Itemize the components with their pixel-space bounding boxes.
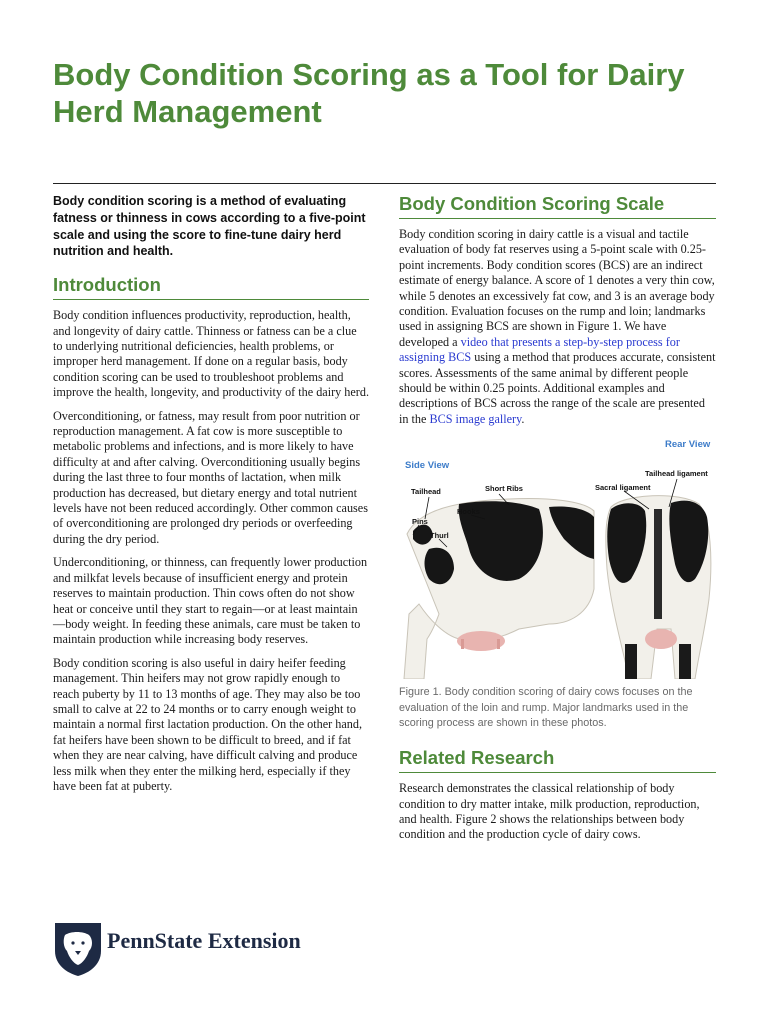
introduction-heading: Introduction: [53, 274, 369, 300]
rear-view-cow: [606, 496, 711, 679]
landmark-sacral-ligament: Sacral ligament: [595, 483, 651, 493]
landmark-thurl: Thurl: [430, 531, 449, 541]
landmark-short-ribs: Short Ribs: [485, 484, 523, 494]
research-paragraph: Research demonstrates the classical relationship of body condition to dry matter intake, milk production, reproduction, and health. Figure 2 shows the relationships between body condition and the production cycle of dairy cows.: [399, 781, 700, 842]
landmark-hooks: Hooks: [457, 507, 480, 517]
figure-1-caption: Figure 1. Body condition scoring of dairy cows focuses on the evaluation of the loin and rump. Major landmarks used in the scoring process are shown in these photos.: [399, 686, 693, 729]
video-link[interactable]: video that presents a step-by-step process for assigning BCS: [399, 334, 680, 365]
page-title: Body Condition Scoring as a Tool for Dairy Herd Management: [53, 57, 685, 129]
scale-heading: Body Condition Scoring Scale: [399, 193, 716, 219]
right-column: [399, 193, 716, 843]
rear-view-label: Rear View: [665, 439, 711, 451]
pennstate-extension-logo: [53, 921, 353, 977]
bcs-gallery-link[interactable]: BCS image gallery: [429, 411, 522, 426]
scale-text-a: Body condition scoring in dairy cattle is a visual and tactile evaluation of body fat reserves using a 5-point scale with 0.25-point increments. Body condition scores (BCS) are an indirect estimate of energy balance. A score of 1 denotes a very thin cow, while 5 denotes an excessively fat cow, and 3 is an average body condition. Evaluation focuses on the rump and loin; landmarks used in assigning BCS are shown in Figure 1. We have developed a: [399, 227, 715, 349]
intro-paragraph-4: Body condition scoring is also useful in dairy heifer feeding management. Thin heifers may not grow rapidly enough to reach puberty by 11 to 13 months of age. They may also be too small to calve at 22 to 24 months or to carry enough weight to maintain a normal first lactation production. On the other hand, fat heifers have been shown to be difficult to breed, and if fat when they are near calving, have difficult calving and produce less milk when they enter the milking herd, especially if they have been fat at puberty.: [53, 655, 363, 793]
lede-summary: Body condition scoring is a method of evaluating fatness or thinness in cows according to a five-point scale and using the score to fine-tune dairy herd nutrition and health.: [53, 194, 366, 259]
header-rule: [53, 183, 716, 184]
intro-paragraph-3: Underconditioning, or thinness, can frequently lower production and milkfat levels because of insufficient energy and protein reserves to maintain production. Thin cows often do not show heat or conceive until they start to regain—or at least maintain—body weight. In feeding these animals, care must be taken to maintain production while increasing body reserves.: [53, 555, 368, 647]
landmark-pins: Pins: [412, 517, 428, 527]
side-view-label: Side View: [405, 460, 450, 472]
landmark-tailhead: Tailhead: [411, 487, 441, 497]
scale-text-b: using a method that produces accurate, consistent scores. Assessments of the same animal by different people should be within 0.25 points. Additional examples and descriptions of BCS across the range of the scale are presented in the: [399, 350, 716, 426]
brand-name: PennState Extension: [107, 928, 301, 953]
landmark-tailhead-ligament: Tailhead ligament: [645, 469, 708, 479]
side-view-cow: [404, 499, 594, 680]
scale-paragraph: [399, 227, 716, 427]
left-column: [53, 193, 369, 794]
intro-paragraph-1: Body condition influences productivity, reproduction, health, and longevity of dairy cattle. Thinness or fatness can be a clue to underlying nutritional deficiencies, health problems, or improper herd management. If done on a regular basis, body condition scoring can be used to troubleshoot problems and improve the health, longevity, and productivity of the dairy herd.: [53, 308, 369, 400]
nittany-lion-shield-icon: [53, 921, 103, 977]
figure-1: [399, 439, 716, 679]
related-research-heading: Related Research: [399, 747, 716, 773]
intro-paragraph-2: Overconditioning, or fatness, may result from poor nutrition or reproduction management. A fat cow is more susceptible to metabolic problems and infections, and is more likely to have difficulty at and after calving. Overconditioning usually begins during the last three to four months of lactation, when milk production has decreased, but dietary energy and total nutrient levels have not been reduced accordingly. Other common causes of overconditioning are prolonged dry periods or overfeeding during the dry period.: [53, 408, 368, 546]
scale-text-c: .: [521, 411, 525, 426]
